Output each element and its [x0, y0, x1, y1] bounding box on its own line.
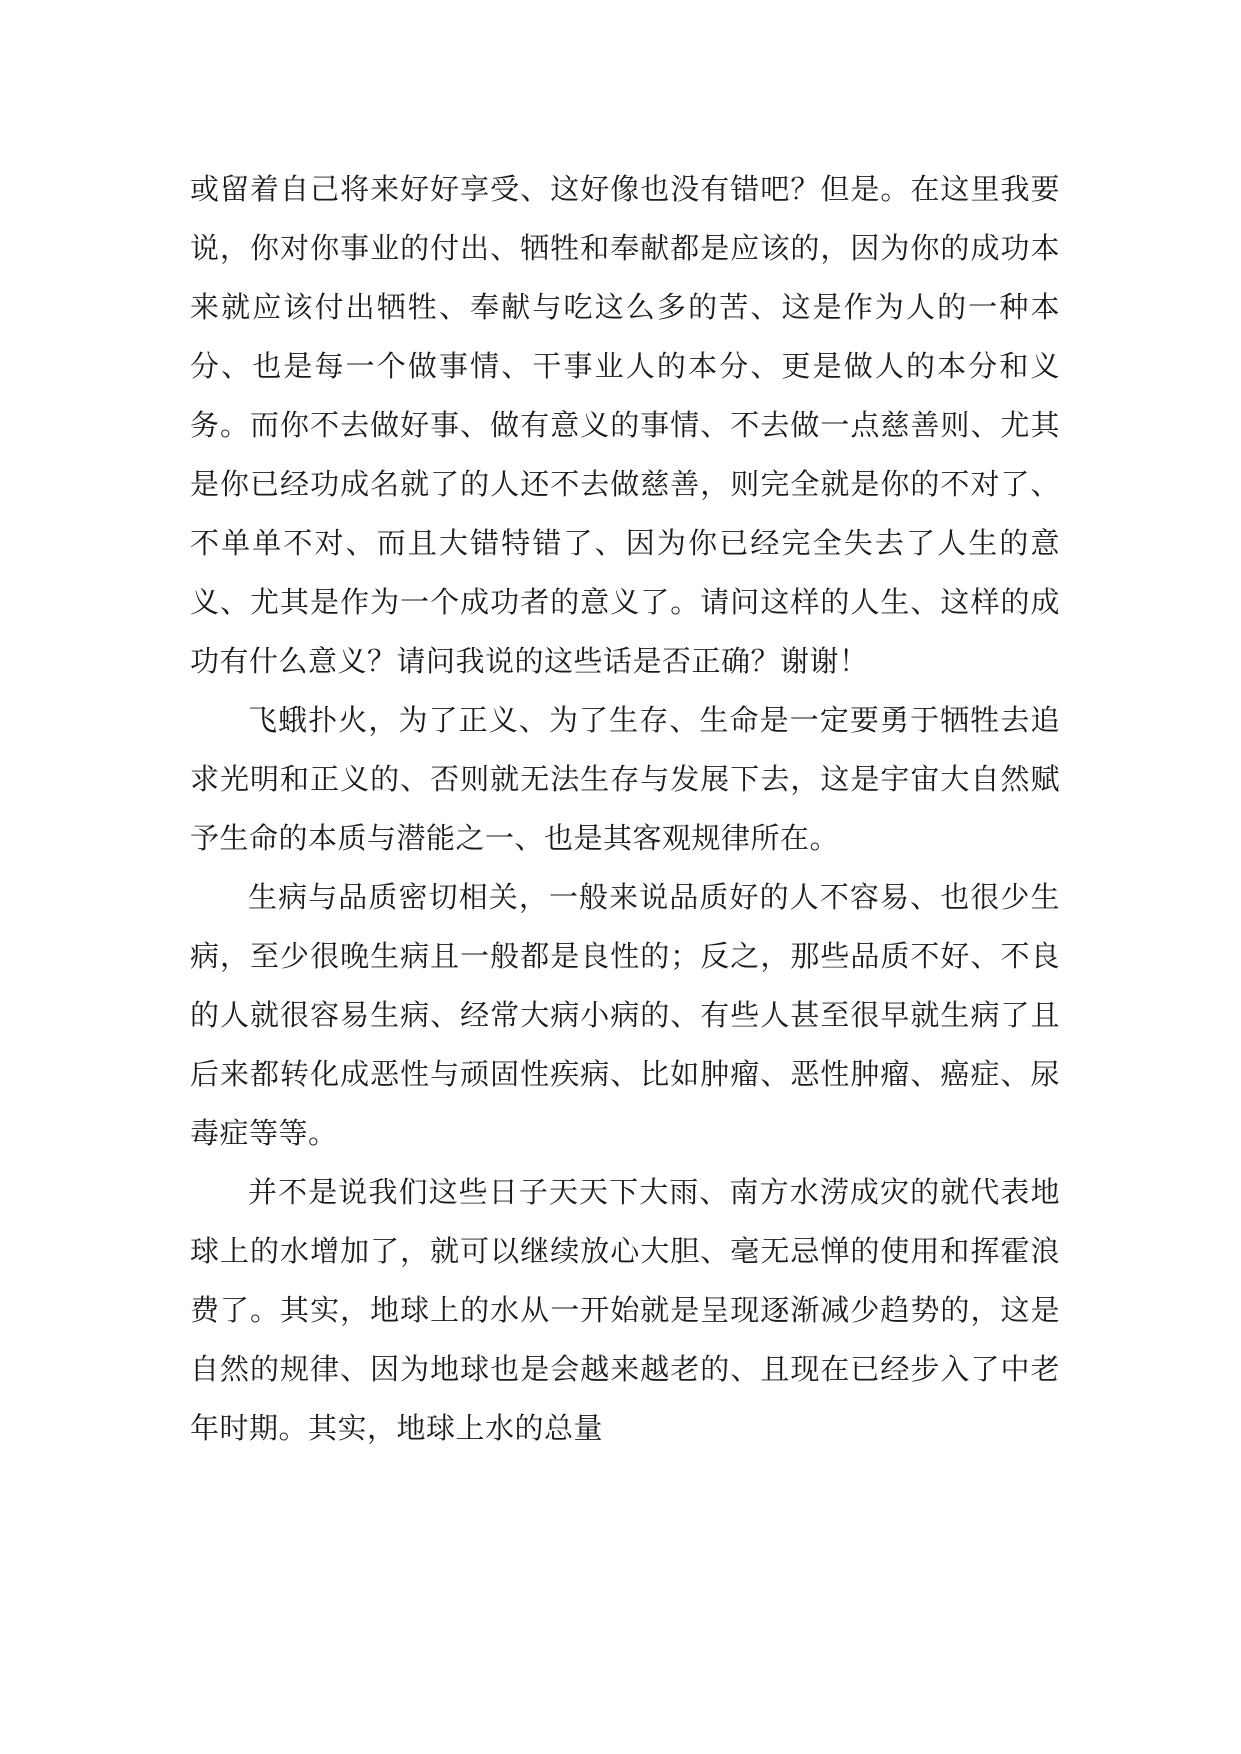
body-text [190, 160, 1060, 1458]
paragraph-1: 或留着自己将来好好享受、这好像也没有错吧？但是。在这里我要说，你对你事业的付出、牺牲和奉献都是应该的，因为你的成功本来就应该付出牺牲、奉献与吃这么多的苦、这是作为人的一种本分、也是每一个做事情、干事业人的本分、更是做人的本分和义务。而你不去做好事、做有意义的事情、不去做一点慈善则、尤其是你已经功成名就了的人还不去做慈善，则完全就是你的不对了、不单单不对、而且大错特错了、因为你已经完全失去了人生的意义、尤其是作为一个成功者的意义了。请问这样的人生、这样的成功有什么意义？请问我说的这些话是否正确？谢谢！ [190, 172, 1060, 678]
paragraph-2: 飞蛾扑火，为了正义、为了生存、生命是一定要勇于牺牲去追求光明和正义的、否则就无法生存与发展下去，这是宇宙大自然赋予生命的本质与潜能之一、也是其客观规律所在。 [190, 703, 1060, 855]
paragraph-3: 生病与品质密切相关，一般来说品质好的人不容易、也很少生病，至少很晚生病且一般都是良性的；反之，那些品质不好、不良的人就很容易生病、经常大病小病的、有些人甚至很早就生病了且后来都转化成恶性与顽固性疾病、比如肿瘤、恶性肿瘤、癌症、尿毒症等等。 [190, 880, 1060, 1150]
paragraph-4: 并不是说我们这些日子天天下大雨、南方水涝成灾的就代表地球上的水增加了，就可以继续放心大胆、毫无忌惮的使用和挥霍浪费了。其实，地球上的水从一开始就是呈现逐渐减少趋势的，这是自然的规律、因为地球也是会越来越老的、且现在已经步入了中老年时期。其实，地球上水的总量 [190, 1175, 1060, 1445]
